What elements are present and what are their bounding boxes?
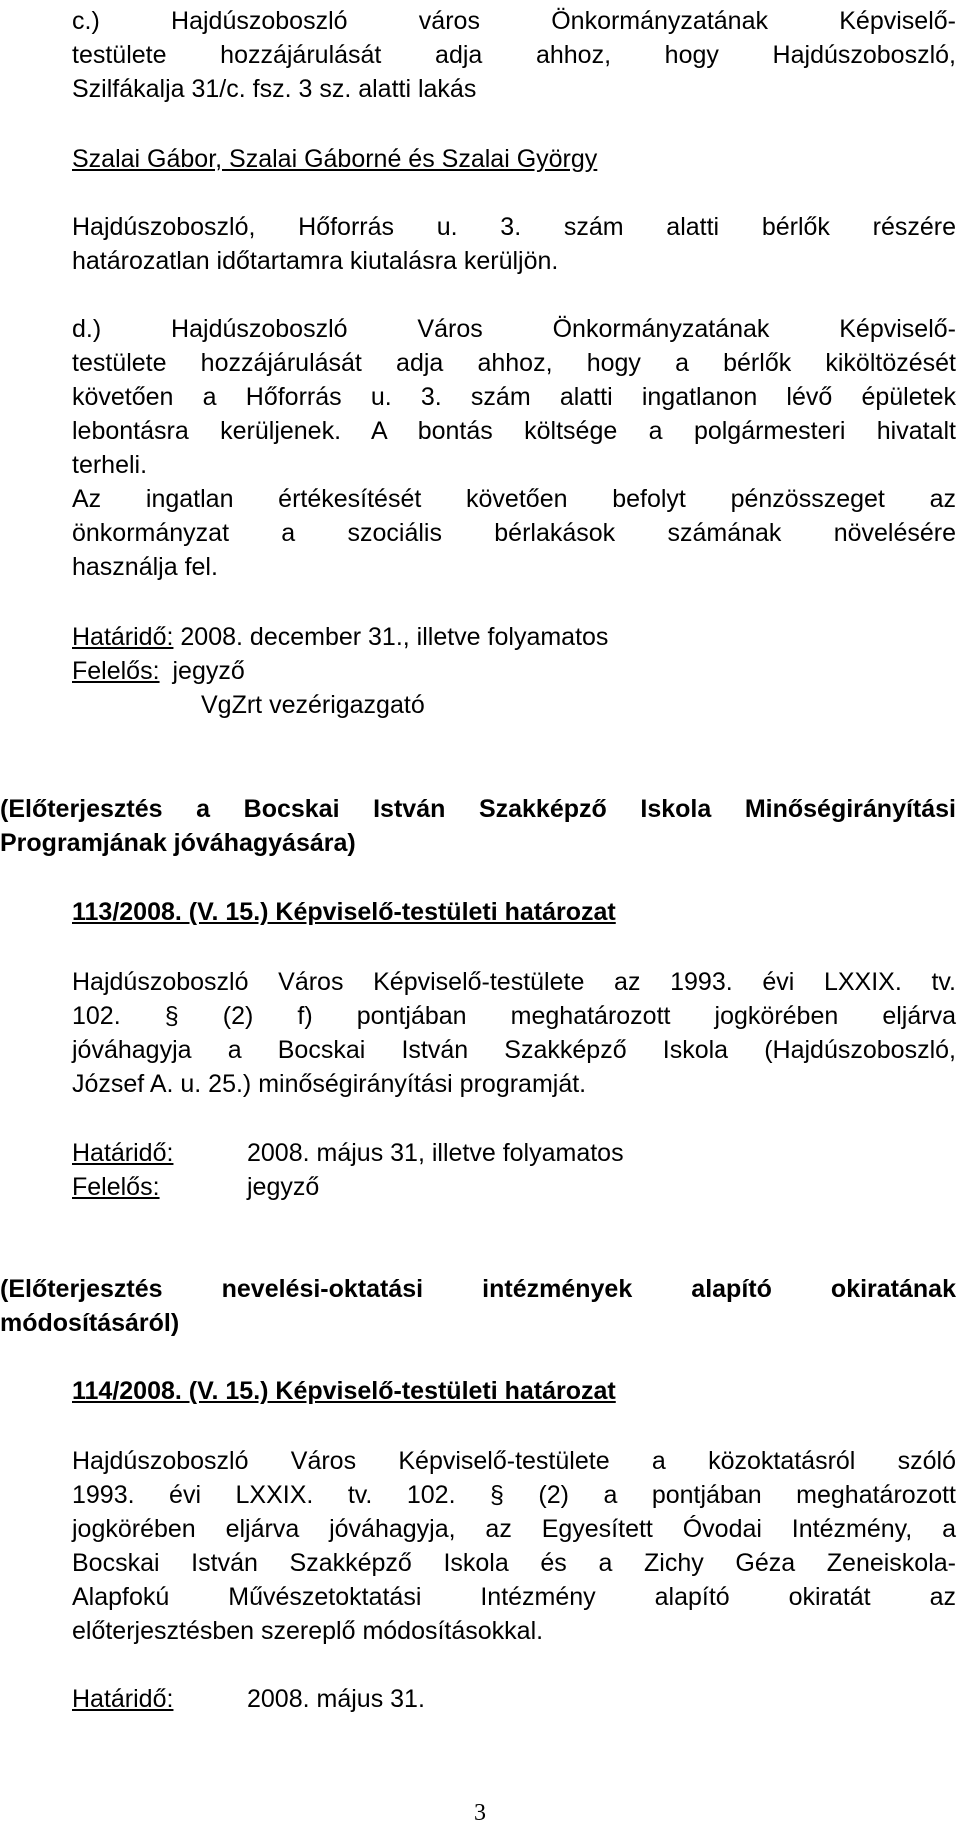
paragraph-c2-line-1: Hajdúszoboszló, Hőforrás u. 3. szám alatti bérlők részére	[72, 213, 956, 241]
section-heading-3-line-1: (Előterjesztés nevelési-oktatási intézmények alapító okiratának	[0, 1275, 956, 1303]
section-heading-3	[0, 1272, 956, 1340]
paragraph-114-line-3: jogkörében eljárva jóváhagyja, az Egyesített Óvodai Intézmény, a	[72, 1515, 956, 1543]
section-heading-2	[0, 792, 956, 860]
paragraph-114-line-1: Hajdúszoboszló Város Képviselő-testülete a közoktatásról szóló	[72, 1447, 956, 1475]
paragraph-d-line-2: testülete hozzájárulását adja ahhoz, hogy a bérlők kiköltözését	[72, 349, 956, 377]
paragraph-113-line-2: 102. § (2) f) pontjában meghatározott jogkörében eljárva	[72, 1002, 956, 1030]
tenant-names	[72, 142, 597, 176]
deadline-2-value: 2008. május 31, illetve folyamatos	[247, 1139, 624, 1167]
paragraph-d	[72, 312, 956, 482]
tenant-names-text: Szalai Gábor, Szalai Gáborné és Szalai György	[72, 145, 598, 173]
deadline-1	[72, 620, 608, 654]
deadline-3-value: 2008. május 31.	[247, 1685, 425, 1713]
paragraph-114-line-2: 1993. évi LXXIX. tv. 102. § (2) a pontjában meghatározott	[72, 1481, 956, 1509]
section-heading-3-line-2: módosításáról)	[0, 1309, 180, 1337]
paragraph-113-line-1: Hajdúszoboszló Város Képviselő-testülete az 1993. évi LXXIX. tv.	[72, 968, 956, 996]
paragraph-c-line-2: testülete hozzájárulását adja ahhoz, hogy Hajdúszoboszló,	[72, 41, 956, 69]
paragraph-d-line-4: lebontásra kerüljenek. A bontás költsége a polgármesteri hivatalt	[72, 417, 956, 445]
paragraph-c	[72, 4, 956, 106]
section-heading-2-line-1: (Előterjesztés a Bocskai István Szakképző Iskola Minőségirányítási	[0, 795, 956, 823]
paragraph-114-line-6: előterjesztésben szereplő módosításokkal.	[72, 1617, 544, 1645]
responsible-1-second	[201, 688, 425, 722]
paragraph-d-line-5: terheli.	[72, 451, 148, 479]
responsible-1-value-1: jegyző	[172, 657, 245, 685]
deadline-2	[72, 1136, 173, 1170]
paragraph-proceeds-line-2: önkormányzat a szociális bérlakások számának növelésére	[72, 519, 956, 547]
responsible-1	[72, 654, 245, 688]
resolution-114-title	[72, 1374, 616, 1408]
paragraph-c-line-3: Szilfákalja 31/c. fsz. 3 sz. alatti lakás	[72, 75, 477, 103]
deadline-3-value-wrap	[247, 1682, 425, 1716]
paragraph-113-line-4: József A. u. 25.) minőségirányítási programját.	[72, 1070, 587, 1098]
paragraph-114-line-4: Bocskai István Szakképző Iskola és a Zichy Géza Zeneiskola-	[72, 1549, 956, 1577]
paragraph-c2-line-2: határozatlan időtartamra kiutalásra kerüljön.	[72, 247, 559, 275]
paragraph-proceeds-line-1: Az ingatlan értékesítését követően befolyt pénzösszeget az	[72, 485, 956, 513]
paragraph-resolution-113	[72, 965, 956, 1101]
responsible-2	[72, 1170, 160, 1204]
paragraph-proceeds	[72, 482, 956, 584]
paragraph-d-line-3: követően a Hőforrás u. 3. szám alatti ingatlanon lévő épületek	[72, 383, 956, 411]
deadline-2-value-wrap	[247, 1136, 624, 1170]
resolution-114-title-text: 114/2008. (V. 15.) Képviselő-testületi határozat	[72, 1377, 616, 1405]
resolution-113-title	[72, 895, 616, 929]
deadline-3-label: Határidő:	[72, 1685, 174, 1713]
deadline-3	[72, 1682, 173, 1716]
deadline-2-label: Határidő:	[72, 1139, 174, 1167]
responsible-2-label: Felelős:	[72, 1173, 160, 1201]
paragraph-proceeds-line-3: használja fel.	[72, 553, 218, 581]
responsible-2-value-wrap	[247, 1170, 319, 1204]
paragraph-114-line-5: Alapfokú Művészetoktatási Intézmény alapító okiratát az	[72, 1583, 956, 1611]
section-heading-2-line-2: Programjának jóváhagyására)	[0, 829, 356, 857]
paragraph-c-line-1: c.) Hajdúszoboszló város Önkormányzatának Képviselő-	[72, 7, 956, 35]
paragraph-d-line-1: d.) Hajdúszoboszló Város Önkormányzatának Képviselő-	[72, 315, 956, 343]
paragraph-c-continued	[72, 210, 956, 278]
paragraph-resolution-114	[72, 1444, 956, 1648]
responsible-2-value: jegyző	[247, 1173, 320, 1201]
responsible-1-label: Felelős:	[72, 657, 160, 685]
deadline-1-value: 2008. december 31., illetve folyamatos	[180, 623, 609, 651]
responsible-1-value-2: VgZrt vezérigazgató	[201, 691, 425, 719]
paragraph-113-line-3: jóváhagyja a Bocskai István Szakképző Iskola (Hajdúszoboszló,	[72, 1036, 956, 1064]
resolution-113-title-text: 113/2008. (V. 15.) Képviselő-testületi határozat	[72, 898, 616, 926]
page-number: 3	[474, 1800, 486, 1826]
deadline-1-label: Határidő:	[72, 623, 174, 651]
